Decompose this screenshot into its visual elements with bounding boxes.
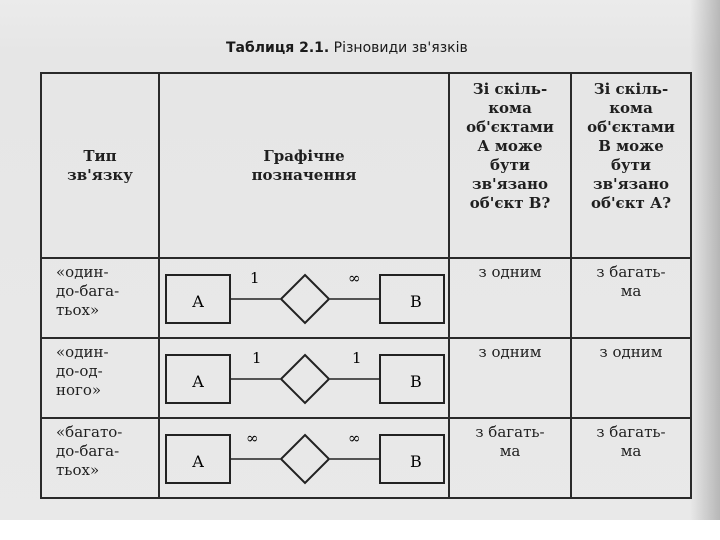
entity-a-label: А <box>192 372 205 391</box>
col4-line: ма <box>620 282 642 300</box>
type-line: до-од- <box>56 362 103 380</box>
page-edge-shadow <box>690 0 720 540</box>
type-line: тьох» <box>56 461 100 479</box>
page-bottom-margin <box>0 520 720 540</box>
entity-b-label: В <box>410 372 422 391</box>
header-col4-line: зв'язано <box>593 175 669 193</box>
type-line: тьох» <box>56 301 100 319</box>
header-col4 <box>571 73 691 258</box>
relationship-diamond <box>281 435 329 483</box>
entity-b-label: В <box>410 292 422 311</box>
header-row <box>41 73 691 258</box>
header-col4-line: кома <box>609 99 653 117</box>
cardinality-left: 1 <box>250 269 260 287</box>
type-line: «багато- <box>56 423 123 441</box>
cardinality-left: ∞ <box>246 429 259 447</box>
header-col3-line: об'єктами <box>466 118 554 136</box>
header-col4-line: об'єкт А? <box>590 194 672 212</box>
col3-line: з одним <box>478 343 542 361</box>
table-row <box>41 258 691 338</box>
type-line: ного» <box>56 381 102 399</box>
entity-a-label: А <box>192 452 205 471</box>
col3-line: з одним <box>478 263 542 281</box>
type-cell <box>41 258 159 338</box>
header-graphic-line: позначення <box>251 165 357 184</box>
header-col3-line: кома <box>488 99 532 117</box>
diagram-cell <box>159 258 449 338</box>
header-col4-line: Зі скіль- <box>593 80 669 98</box>
header-col3-line: об'єкт В? <box>469 194 551 212</box>
header-col4-line: бути <box>610 156 652 174</box>
header-col3-line: зв'язано <box>472 175 548 193</box>
col3-line: ма <box>499 442 521 460</box>
type-line: до-бага- <box>56 442 120 460</box>
header-col3-line: бути <box>489 156 531 174</box>
diagram-cell <box>159 338 449 418</box>
header-type-line: зв'язку <box>67 165 133 184</box>
relationship-types-table <box>40 72 692 499</box>
relationship-diamond <box>281 275 329 323</box>
caption-title: Різновиди зв'язків <box>333 40 468 56</box>
header-col3 <box>449 73 571 258</box>
entity-a-label: А <box>192 292 205 311</box>
col4-line: з багать- <box>596 263 666 281</box>
table-row <box>41 418 691 498</box>
relationship-diamond <box>281 355 329 403</box>
header-col4-line: об'єктами <box>587 118 675 136</box>
cardinality-left: 1 <box>252 349 262 367</box>
header-type-line: Тип <box>83 146 117 165</box>
col4-line: з одним <box>599 343 663 361</box>
type-line: «один- <box>56 263 109 281</box>
col4-line: ма <box>620 442 642 460</box>
col4-cell <box>571 258 691 338</box>
cardinality-right: 1 <box>352 349 362 367</box>
type-cell <box>41 418 159 498</box>
diagram-cell <box>159 418 449 498</box>
col4-cell <box>571 418 691 498</box>
header-col4-line: В може <box>598 137 664 155</box>
header-graphic-line: Графічне <box>263 146 345 165</box>
col3-cell <box>449 258 571 338</box>
cardinality-right: ∞ <box>348 429 361 447</box>
header-type <box>41 73 159 258</box>
caption-label: Таблиця 2.1. <box>226 40 330 56</box>
er-diagram <box>160 339 448 417</box>
entity-b-label: В <box>410 452 422 471</box>
col4-cell <box>571 338 691 418</box>
col3-line: з багать- <box>475 423 545 441</box>
er-diagram <box>160 259 448 337</box>
type-line: «один- <box>56 343 109 361</box>
type-line: до-бага- <box>56 282 120 300</box>
type-cell <box>41 338 159 418</box>
header-graphic <box>159 73 449 258</box>
header-col3-line: Зі скіль- <box>472 80 548 98</box>
col4-line: з багать- <box>596 423 666 441</box>
table-row <box>41 338 691 418</box>
header-col3-line: А може <box>477 137 543 155</box>
er-diagram <box>160 419 448 497</box>
cardinality-right: ∞ <box>348 269 361 287</box>
table-caption <box>226 40 468 56</box>
col3-cell <box>449 418 571 498</box>
col3-cell <box>449 338 571 418</box>
